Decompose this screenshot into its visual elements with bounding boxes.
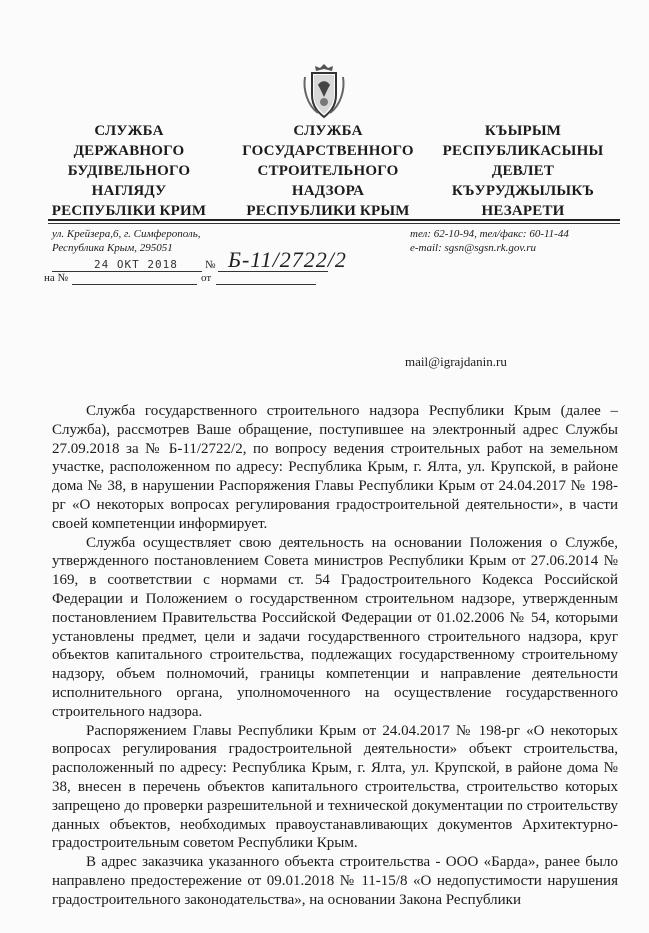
number-label: № — [205, 259, 216, 271]
na-label: на № — [44, 272, 69, 284]
header-separator-thin — [48, 223, 620, 224]
header-left-line: БУДІВЕЛЬНОГО — [67, 163, 191, 179]
header-crimean-tatar — [438, 121, 608, 221]
header-separator — [48, 219, 620, 221]
header-ukrainian — [44, 121, 214, 221]
header-right-line: НЕЗАРЕТИ — [481, 203, 565, 219]
date-stamp: 24 ОКТ 2018 — [94, 258, 178, 271]
coat-of-arms-emblem — [302, 63, 346, 119]
header-center-line: ГОСУДАРСТВЕННОГО — [242, 143, 414, 159]
contacts-block — [410, 227, 569, 255]
header-center-line: СЛУЖБА — [293, 123, 363, 139]
address-line: ул. Крейзера,6, г. Симферополь, — [52, 228, 201, 240]
ot-line — [216, 284, 316, 285]
paragraph: Служба осуществляет свою деятельность на основании Положения о Службе, утвержденного постановлением Совета министров Республики Крым от 27.06.2014 № 169, в соответствии с нормами ст. 54 Градостроительного Кодекса Российской Федерации и Положением о государственном строительном надзоре, утвержденным постановлением Правительства Российской Федерации от 01.02.2006 № 54, которыми установлены предмет, цели и задачи государственного строительного надзора, круг объектов капитального строительства, подлежащих государственному строительному надзору, объем полномочий, границы компетенции и направление деятельности исполнительного органа, уполномоченного на осуществление государственного строительного надзора. — [52, 534, 618, 720]
header-left-line: СЛУЖБА — [94, 123, 164, 139]
header-center-line: РЕСПУБЛИКИ КРЫМ — [246, 203, 410, 219]
address-block — [52, 227, 200, 255]
header-russian — [228, 121, 428, 221]
na-line — [72, 284, 197, 285]
handwritten-number: Б-11/2722/2 — [228, 247, 347, 272]
date-line — [52, 271, 202, 272]
address-line: Республика Крым, 295051 — [52, 242, 173, 254]
header-left-line: ДЕРЖАВНОГО — [73, 143, 185, 159]
letter-body — [52, 402, 618, 910]
email-line: e-mail: sgsn@sgsn.rk.gov.ru — [410, 242, 537, 254]
header-left-line: НАГЛЯДУ — [91, 183, 167, 199]
ot-label: от — [201, 272, 212, 284]
number-line — [218, 271, 328, 272]
header-right-line: КЪЫРЫМ — [484, 123, 562, 139]
paragraph: Распоряжением Главы Республики Крым от 24.04.2017 № 198-рг «О некоторых вопросах регулирования градостроительной деятельности» объект строительства, расположенный по адресу: Республика Крым, г. Ялта, ул. Крупской, в районе дома № 38, внесен в перечень объектов капитального строительства, строительство которых запрещено до проверки разрешительной и технической документации по строительству данных объектов, необходимых правоустанавливающих документов Архитектурно-градостроительным советом Республики Крым. — [52, 722, 618, 852]
header-right-line: КЪУРУДЖЫЛЫКЪ — [451, 183, 595, 199]
phone-line: тел: 62-10-94, тел/факс: 60-11-44 — [410, 228, 569, 240]
header-center-line: СТРОИТЕЛЬНОГО — [257, 163, 399, 179]
header-center-line: НАДЗОРА — [291, 183, 365, 199]
header-right-line: РЕСПУБЛИКАСЫНЫ — [442, 143, 604, 159]
paragraph: В адрес заказчика указанного объекта строительства - ООО «Барда», ранее было направлено предостережение от 09.01.2018 № 11-15/8 «О недопустимости нарушения градостроительного законодательства», на основании Закона Республики — [52, 854, 618, 908]
header-right-line: ДЕВЛЕТ — [491, 163, 555, 179]
header-left-line: РЕСПУБЛІКИ КРИМ — [51, 203, 207, 219]
recipient-email: mail@igrajdanin.ru — [405, 354, 507, 369]
paragraph: Служба государственного строительного надзора Республики Крым (далее – Служба), рассмотрев Ваше обращение, поступившее на электронный адрес Службы 27.09.2018 за № Б-11/2722/2, по вопросу ведения строительных работ на земельном участке, расположенном по адресу: Республика Крым, г. Ялта, ул. Крупской, в районе дома № 38, в нарушении Распоряжения Главы Республики Крым от 24.04.2017 № 198-рг «О некоторых вопросах регулирования градостроительной деятельности», в части своей компетенции информирует. — [52, 403, 618, 532]
